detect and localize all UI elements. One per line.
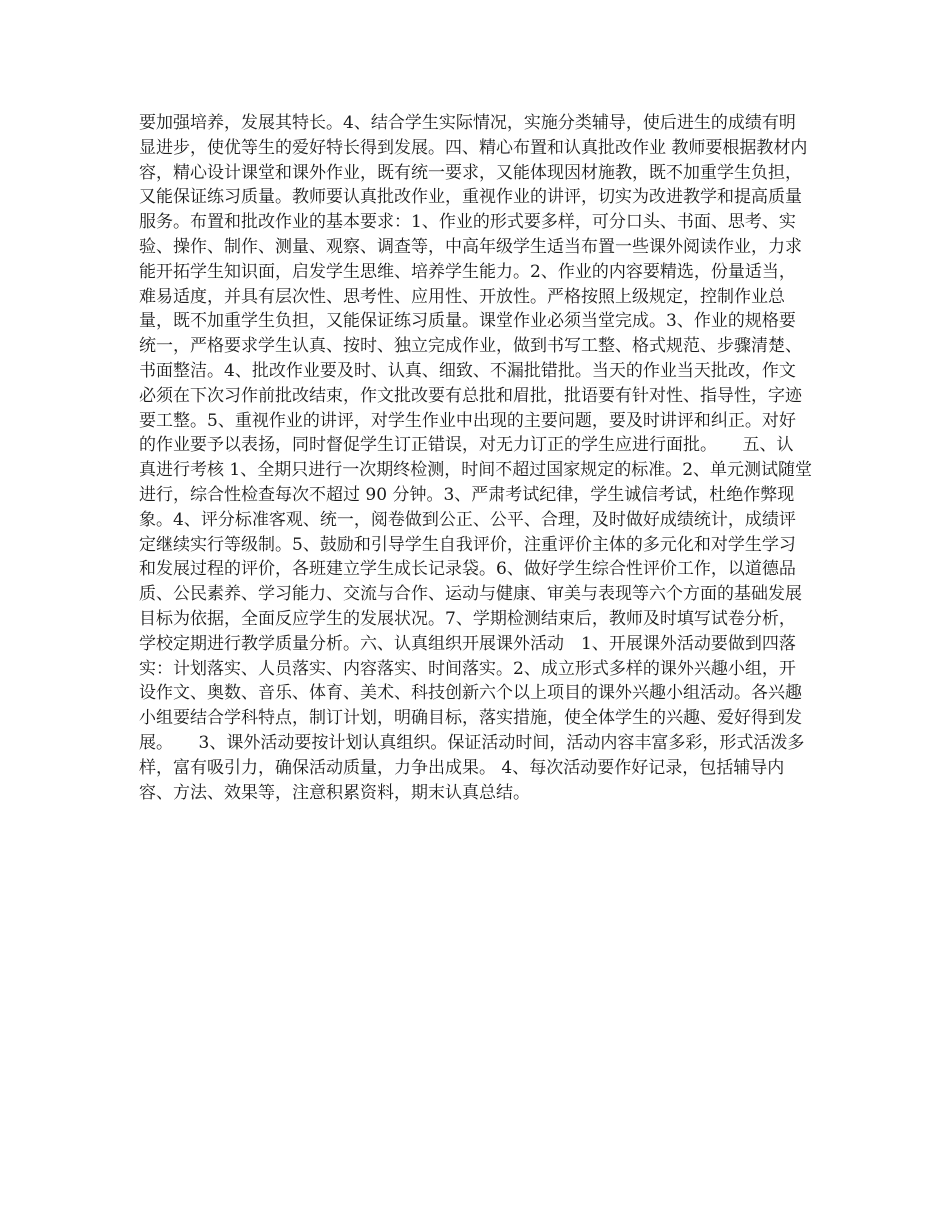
- text-line: 量，既不加重学生负担，又能保证练习质量。课堂作业必须当堂完成。3、作业的规格要: [139, 311, 796, 332]
- text-line: 容，精心设计课堂和课外作业，既有统一要求，又能体现因材施教，既不加重学生负担，: [139, 162, 802, 183]
- text-line: 进行，综合性检查每次不超过 90 分钟。3、严肃考试纪律，学生诚信考试，杜绝作弊现: [139, 484, 795, 505]
- text-line: 的作业要予以表扬，同时督促学生订正错误，对无力订正的学生应进行面批。 五、认: [139, 435, 794, 456]
- text-line: 验、操作、制作、测量、观察、调查等，中高年级学生适当布置一些课外阅读作业，力求: [139, 236, 802, 257]
- text-line: 要工整。5、重视作业的讲评，对学生作业中出现的主要问题，要及时讲评和纠正。对好: [139, 410, 796, 431]
- text-line: 必须在下次习作前批改结束，作文批改要有总批和眉批，批语要有针对性、指导性，字迹: [139, 385, 802, 406]
- body-text: [139, 111, 819, 805]
- text-line: 要加强培养，发展其特长。4、结合学生实际情况，实施分类辅导，使后进生的成绩有明: [139, 113, 796, 133]
- text-line: 设作文、奥数、音乐、体育、美术、科技创新六个以上项目的课外兴趣小组活动。各兴趣: [139, 683, 802, 704]
- text-line: 能开拓学生知识面，启发学生思维、培养学生能力。2、作业的内容要精选，份量适当，: [139, 261, 796, 282]
- text-line: 难易适度，并具有层次性、思考性、应用性、开放性。严格按照上级规定，控制作业总: [139, 286, 785, 307]
- text-line: 质、公民素养、学习能力、交流与合作、运动与健康、审美与表现等六个方面的基础发展: [139, 584, 802, 605]
- text-line: 学校定期进行教学质量分析。六、认真组织开展课外活动 1、开展课外活动要做到四落: [139, 633, 796, 654]
- text-line: 样，富有吸引力，确保活动质量，力争出成果。 4、每次活动要作好记录，包括辅导内: [139, 757, 785, 778]
- text-line: 真进行考核 1、全期只进行一次期终检测，时间不超过国家规定的标准。2、单元测试随堂: [139, 460, 813, 481]
- text-line: 实：计划落实、人员落实、内容落实、时间落实。2、成立形式多样的课外兴趣小组，开: [139, 658, 796, 679]
- text-line: 小组要结合学科特点，制订计划，明确目标，落实措施，使全体学生的兴趣、爱好得到发: [139, 708, 802, 729]
- text-line: 显进步，使优等生的爱好特长得到发展。四、精心布置和认真批改作业 教师要根据教材内: [139, 137, 808, 158]
- text-line: 书面整洁。4、批改作业要及时、认真、细致、不漏批错批。当天的作业当天批改，作文: [139, 360, 796, 381]
- text-line: 又能保证练习质量。教师要认真批改作业，重视作业的讲评，切实为改进教学和提高质量: [139, 187, 802, 208]
- text-line: 定继续实行等级制。5、鼓励和引导学生自我评价，注重评价主体的多元化和对学生学习: [139, 534, 796, 555]
- text-line: 展。 3、课外活动要按计划认真组织。保证活动时间，活动内容丰富多彩，形式活泼多: [139, 732, 805, 753]
- text-line: 和发展过程的评价，各班建立学生成长记录袋。6、做好学生综合性评价工作，以道德品: [139, 559, 796, 580]
- text-line: 容、方法、效果等，注意积累资料，期末认真总结。: [139, 782, 530, 803]
- text-line: 象。4、评分标准客观、统一，阅卷做到公正、公平、合理，及时做好成绩统计，成绩评: [139, 509, 796, 530]
- text-line: 服务。布置和批改作业的基本要求：1、作业的形式要多样，可分口头、书面、思考、实: [139, 212, 796, 233]
- text-line: 统一，严格要求学生认真、按时、独立完成作业，做到书写工整、格式规范、步骤清楚、: [139, 336, 802, 357]
- text-line: 目标为依据，全面反应学生的发展状况。7、学期检测结束后，教师及时填写试卷分析，: [139, 608, 796, 629]
